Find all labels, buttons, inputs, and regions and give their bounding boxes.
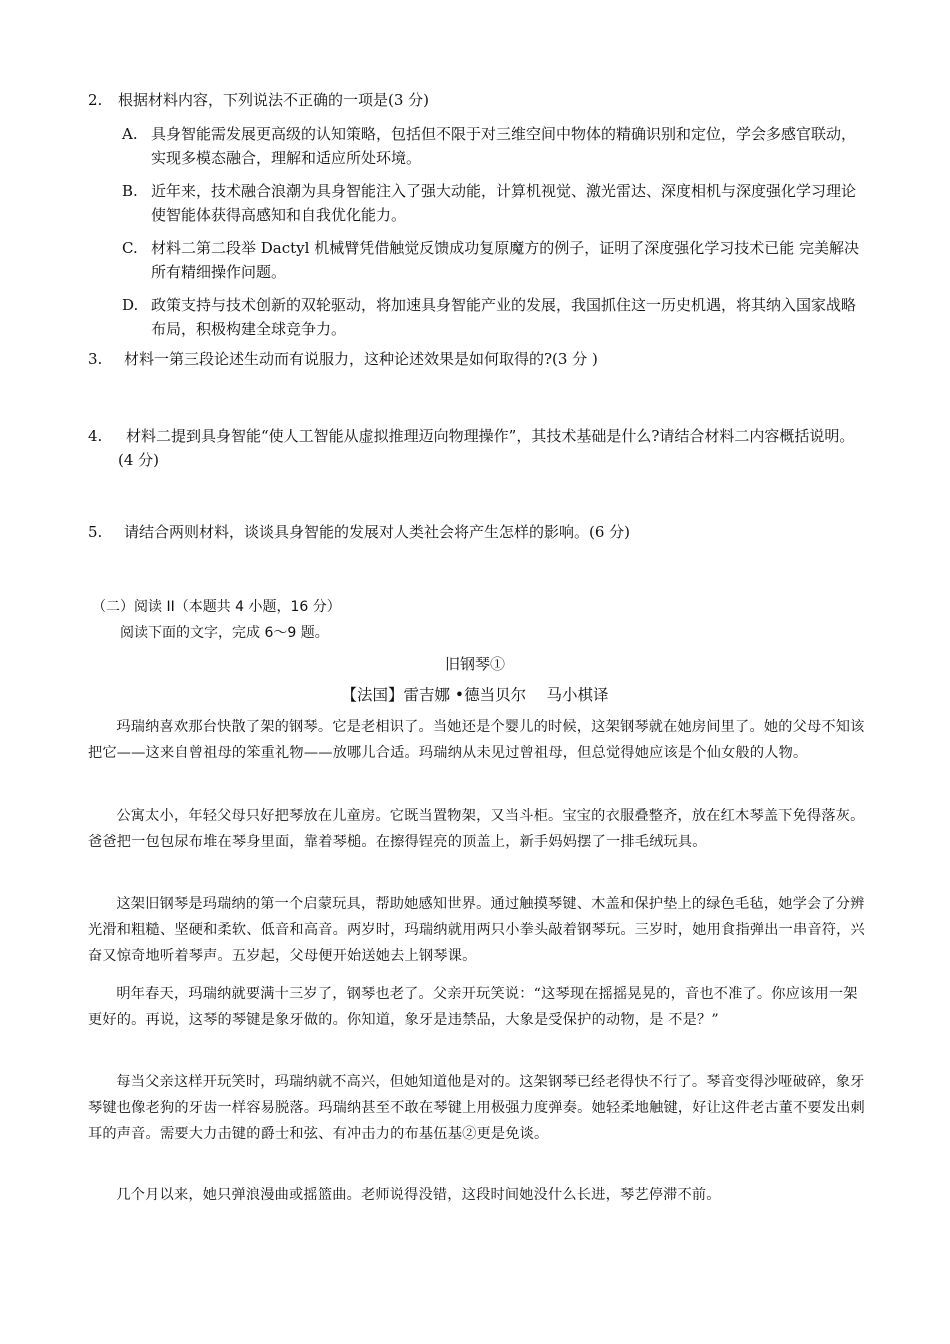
- question-stem: 材料一第三段论述生动而有说服力，这种论述效果是如何取得的?(3 分 ): [124, 350, 598, 368]
- story-title: 旧钢琴①: [444, 655, 505, 673]
- option-letter: B.: [122, 182, 138, 200]
- story-paragraph-3: 这架旧钢琴是玛瑞纳的第一个启蒙玩具，帮助她感知世界。通过触摸琴键、木盖和保护垫上的绿色毛毡，她学会了分辨光滑和粗糙、坚硬和柔软、低音和高音。两岁时，玛瑞纳就用两只小拳头敲着钢琴玩。三岁时，她用食指弹出一串音符，兴奋又惊奇地听着琴声。五岁起，父母便开始送她去上钢琴课。: [88, 896, 865, 964]
- question-number: 3.: [88, 350, 103, 368]
- option-d: [122, 293, 862, 341]
- story-author: 【法国】雷吉娜 •德当贝尔 马小棋译: [341, 686, 609, 704]
- question-5: [88, 520, 868, 544]
- story-paragraph-5: 每当父亲这样开玩笑时，玛瑞纳就不高兴，但她知道他是对的。这架钢琴已经老得快不行了。琴音变得沙哑破碎，象牙琴键也像老狗的牙齿一样容易脱落。玛瑞纳甚至不敢在琴键上用极强力度弹奏。她轻柔地触键，好让这件老古董不要发出刺耳的声音。需要大力击键的爵士和弦、有冲击力的布基伍基②更是免谈。: [88, 1074, 865, 1142]
- option-text: 具身智能需发展更高级的认知策略，包括但不限于对三维空间中物体的精确识别和定位，学会多感官联动，实现多模态融合，理解和适应所处环境。: [151, 125, 857, 167]
- question-number: 2.: [88, 91, 103, 109]
- story-paragraph-4: 明年春天，玛瑞纳就要满十三岁了，钢琴也老了。父亲开玩笑说：“这琴现在摇摇晃晃的，音也不准了。你应该用一架更好的。再说，这琴的琴键是象牙做的。你知道，象牙是违禁品，大象是受保护的动物，是 不是？”: [88, 986, 858, 1028]
- question-3: [88, 347, 868, 371]
- option-b: [122, 179, 862, 227]
- question-stem: 材料二提到具身智能“使人工智能从虚拟推理迈向物理操作”，其技术基础是什么?请结合材料二内容概括说明。(4 分): [118, 427, 855, 469]
- option-letter: C.: [122, 239, 138, 257]
- option-letter: D.: [122, 296, 139, 314]
- section-heading: （二）阅读 II（本题共 4 小题，16 分）: [92, 599, 341, 615]
- question-number: 4.: [88, 427, 103, 445]
- option-text: 材料二第二段举 Dactyl 机械臂凭借触觉反馈成功复原魔方的例子，证明了深度强化学习技术已能 完美解决所有精细操作问题。: [151, 239, 859, 281]
- option-c: [122, 236, 862, 284]
- option-text: 政策支持与技术创新的双轮驱动，将加速具身智能产业的发展，我国抓住这一历史机遇，将其纳入国家战略布局，积极构建全球竞争力。: [151, 296, 857, 338]
- option-text: 近年来，技术融合浪潮为具身智能注入了强大动能，计算机视觉、激光雷达、深度相机与深度强化学习理论使智能体获得高感知和自我优化能力。: [151, 182, 857, 224]
- question-stem: 根据材料内容，下列说法不正确的一项是(3 分): [118, 91, 430, 109]
- story-paragraph-6: 几个月以来，她只弹浪漫曲或摇篮曲。老师说得没错，这段时间她没什么长进，琴艺停滞不前。: [116, 1187, 721, 1203]
- story-paragraph-2: 公寓太小，年轻父母只好把琴放在儿童房。它既当置物架，又当斗柜。宝宝的衣服叠整齐，放在红木琴盖下免得落灰。爸爸把一包包尿布堆在琴身里面，靠着琴槌。在擦得锃亮的顶盖上，新手妈妈摆了一排毛绒玩具。: [88, 808, 865, 850]
- question-4: [88, 424, 858, 472]
- option-letter: A.: [122, 125, 138, 143]
- question-stem: 请结合两则材料，谈谈具身智能的发展对人类社会将产生怎样的影响。(6 分): [124, 523, 631, 541]
- option-a: [122, 122, 862, 170]
- story-paragraph-1: 玛瑞纳喜欢那台快散了架的钢琴。它是老相识了。当她还是个婴儿的时候，这架钢琴就在她房间里了。她的父母不知该把它——这来自曾祖母的笨重礼物——放哪儿合适。玛瑞纳从未见过曾祖母，但总觉得她应该是个仙女般的人物。: [88, 719, 865, 761]
- question-number: 5.: [88, 523, 103, 541]
- question-2: [88, 88, 868, 112]
- section-instruction: 阅读下面的文字，完成 6～9 题。: [120, 625, 329, 641]
